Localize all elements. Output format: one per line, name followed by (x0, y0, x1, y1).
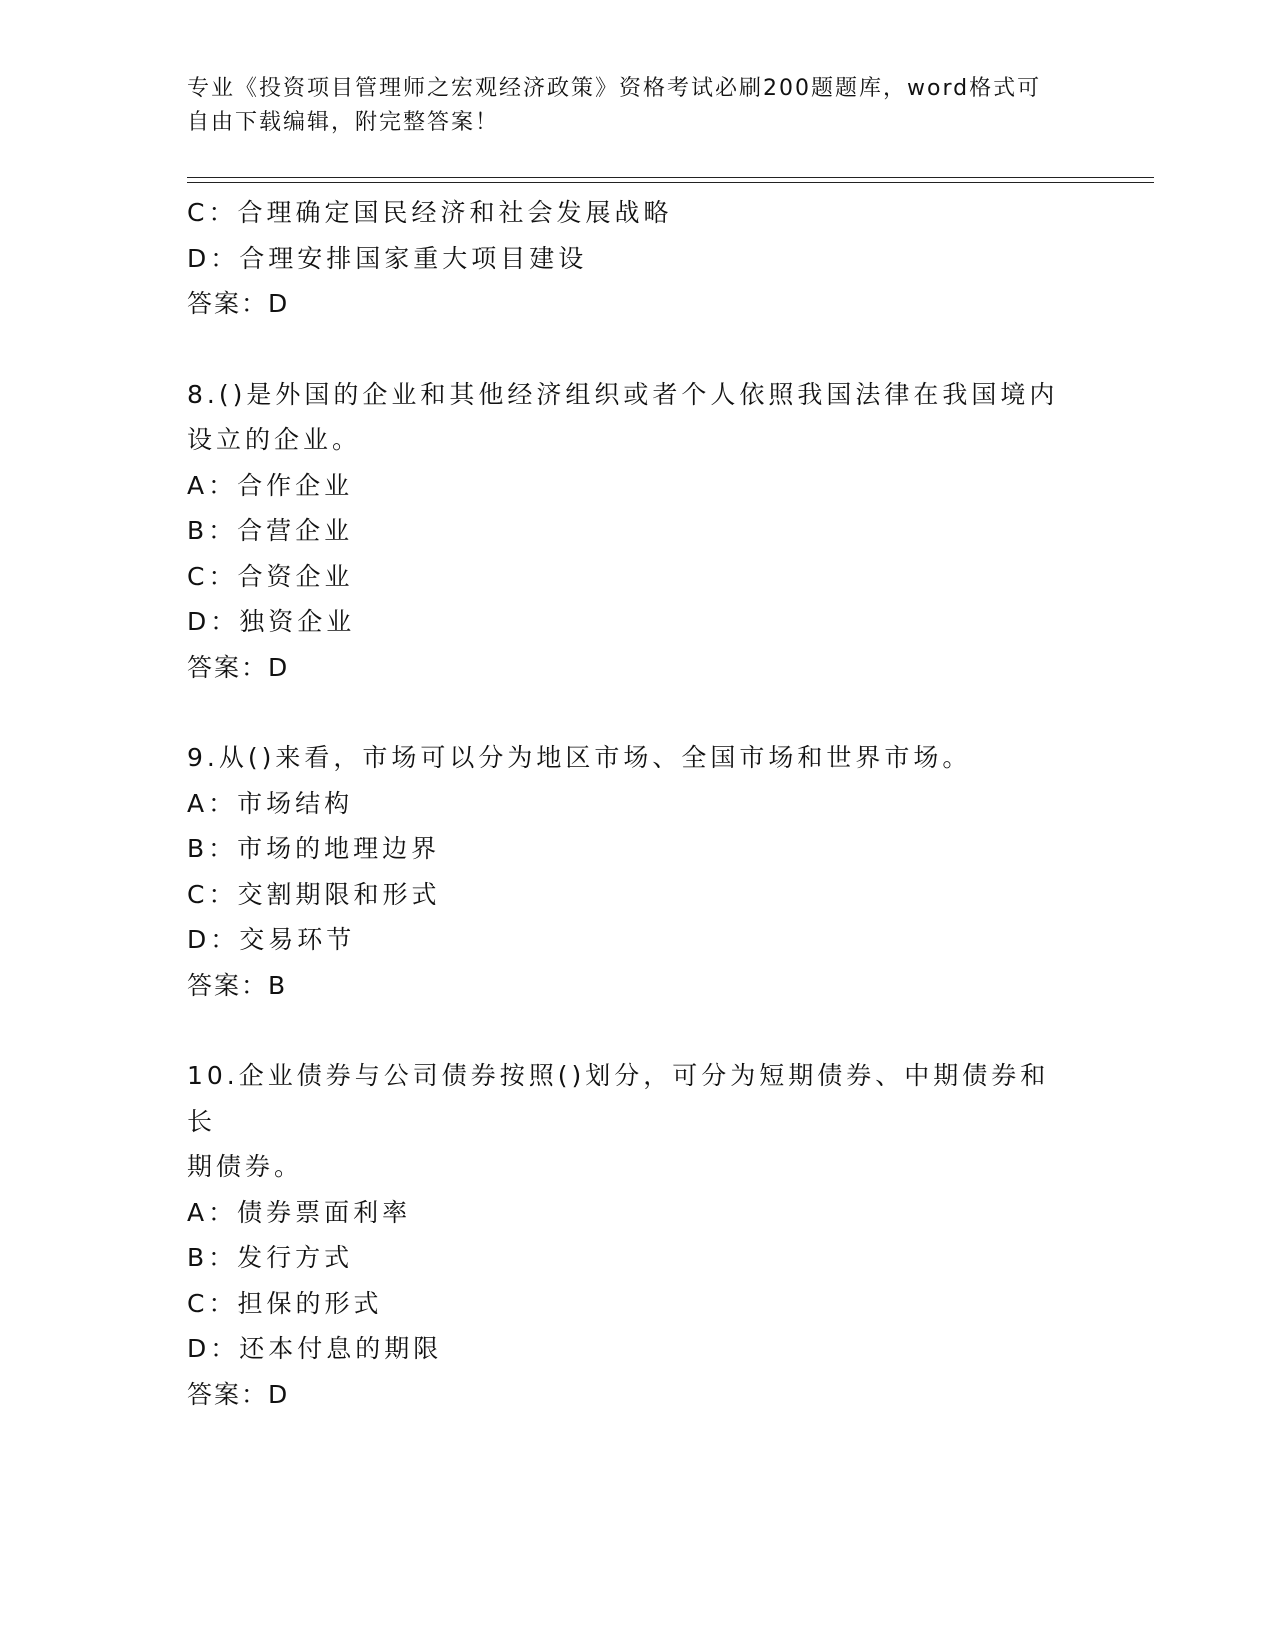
question-stem-line: 10.企业债券与公司债券按照()划分，可分为短期债券、中期债券和长 (187, 1061, 1050, 1136)
option-c: C：合理确定国民经济和社会发展战略 (187, 198, 673, 227)
question-stem-line: 设立的企业。 (187, 425, 362, 454)
question-stem-line: 9.从()来看，市场可以分为地区市场、全国市场和世界市场。 (187, 743, 972, 772)
answer-line: 答案：D (187, 652, 290, 682)
header-divider-bottom (187, 182, 1154, 183)
option-b: B：市场的地理边界 (187, 834, 441, 863)
option-b: B：发行方式 (187, 1243, 354, 1272)
option-d: D：独资企业 (187, 607, 356, 636)
question-stem-line: 8.()是外国的企业和其他经济组织或者个人依照我国法律在我国境内 (187, 379, 1059, 409)
carryover-question-block (187, 190, 1067, 327)
header-title-line-1: 专业《投资项目管理师之宏观经济政策》资格考试必刷200题题库，word格式可 (187, 76, 1042, 101)
option-c: C：担保的形式 (187, 1288, 383, 1318)
answer-line: 答案：D (187, 1379, 290, 1409)
option-d: D：交易环节 (187, 925, 356, 954)
option-a: A：合作企业 (187, 470, 354, 500)
option-d: D：还本付息的期限 (187, 1334, 443, 1363)
option-b: B：合营企业 (187, 516, 354, 545)
option-a: A：债券票面利率 (187, 1197, 412, 1227)
question-9 (187, 735, 1067, 1008)
header-title-line-2: 自由下载编辑，附完整答案！ (187, 110, 500, 135)
question-8 (187, 372, 1067, 691)
question-stem-line: 期债券。 (187, 1152, 304, 1181)
header-divider-top (187, 177, 1154, 178)
question-content (187, 190, 1067, 1417)
answer-line: 答案：D (187, 289, 290, 318)
document-header (187, 72, 1067, 140)
option-c: C：交割期限和形式 (187, 879, 441, 909)
option-a: A：市场结构 (187, 788, 354, 818)
option-d: D：合理安排国家重大项目建设 (187, 243, 588, 273)
option-c: C：合资企业 (187, 561, 354, 591)
question-10 (187, 1053, 1067, 1417)
answer-line: 答案：B (187, 970, 288, 1000)
